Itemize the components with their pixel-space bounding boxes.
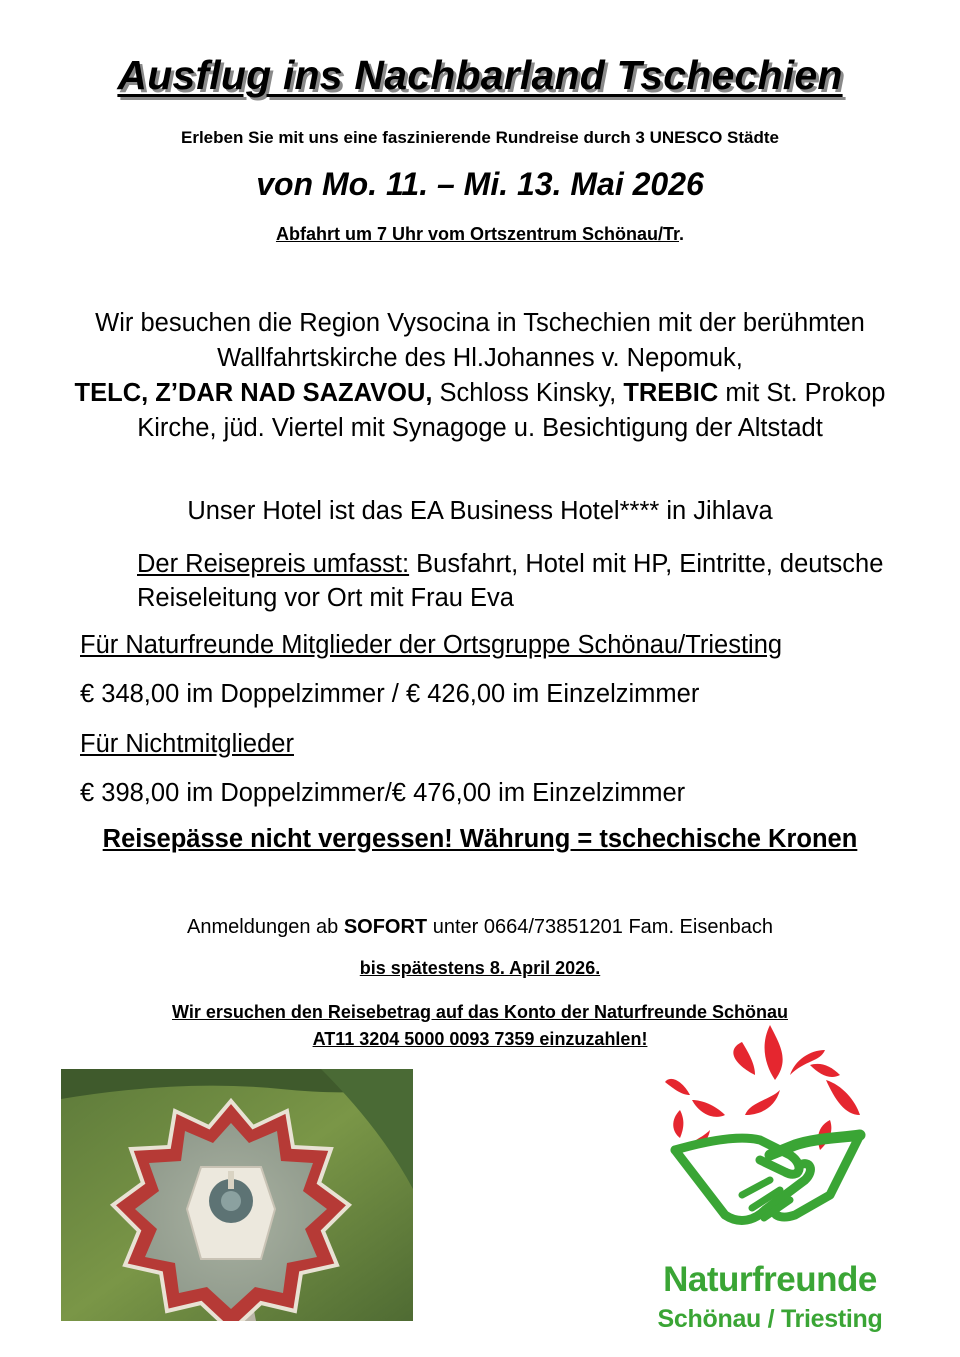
registration-bold: SOFORT xyxy=(343,916,428,938)
naturfreunde-logo xyxy=(630,1020,930,1350)
subtitle: Erleben Sie mit uns eine faszinierende Rundreise durch 3 UNESCO Städte xyxy=(181,128,779,147)
page-title: Ausflug ins Nachbarland Tschechien xyxy=(117,52,843,98)
price-includes-label: Der Reisepreis umfasst: xyxy=(137,550,410,578)
nonmembers-price: € 398,00 im Doppelzimmer/€ 476,00 im Einzelzimmer xyxy=(80,779,686,807)
departure-text: Abfahrt um 7 Uhr vom Ortszentrum Schönau/Tr xyxy=(275,224,680,244)
trip-description xyxy=(60,306,900,446)
departure-dot: . xyxy=(679,224,685,244)
hotel-info: Unser Hotel ist das EA Business Hotel**** in Jihlava xyxy=(187,497,773,525)
description-bold-trebic: TREBIC xyxy=(623,379,719,407)
description-part-3: mit St. Prokop Kirche, jüd. Viertel mit Synagoge u. Besichtigung der Altstadt xyxy=(137,379,886,442)
payment-line-1: Wir ersuchen den Reisebetrag auf das Konto der Naturfreunde Schönau xyxy=(172,1002,788,1022)
description-bold-cities: TELC, Z’DAR NAD SAZAVOU, xyxy=(74,379,433,407)
flower-icon xyxy=(665,1025,860,1150)
registration-suffix: unter 0664/73851201 Fam. Eisenbach xyxy=(427,916,773,938)
price-includes xyxy=(137,547,917,615)
members-price: € 348,00 im Doppelzimmer / € 426,00 im Einzelzimmer xyxy=(80,680,700,708)
nonmembers-label: Für Nichtmitglieder xyxy=(80,730,294,758)
registration-deadline: bis spätestens 8. April 2026. xyxy=(359,958,601,978)
payment-line-2: AT11 3204 5000 0093 7359 einzuzahlen! xyxy=(312,1029,648,1049)
logo-text-location: Schönau / Triesting xyxy=(657,1305,883,1333)
warning-notice: Reisepässe nicht vergessen! Währung = tschechische Kronen xyxy=(102,825,858,853)
trip-dates: von Mo. 11. – Mi. 13. Mai 2026 xyxy=(256,166,704,202)
registration-info xyxy=(0,916,960,939)
registration-prefix: Anmeldungen ab xyxy=(187,916,344,938)
handshake-icon xyxy=(675,1135,860,1220)
logo-text-naturfreunde: Naturfreunde xyxy=(663,1260,877,1299)
price-includes-text: Busfahrt, Hotel mit HP, Eintritte, deutsche Reiseleitung vor Ort mit Frau Eva xyxy=(137,550,884,612)
members-label: Für Naturfreunde Mitglieder der Ortsgruppe Schönau/Triesting xyxy=(80,631,783,659)
description-part-2: Schloss Kinsky, xyxy=(432,379,624,407)
church-aerial-photo xyxy=(61,1069,413,1321)
description-part-1: Wir besuchen die Region Vysocina in Tschechien mit der berühmten Wallfahrtskirche des Hl.Johannes v. Nepomuk, xyxy=(95,309,865,372)
departure-info xyxy=(0,224,960,245)
